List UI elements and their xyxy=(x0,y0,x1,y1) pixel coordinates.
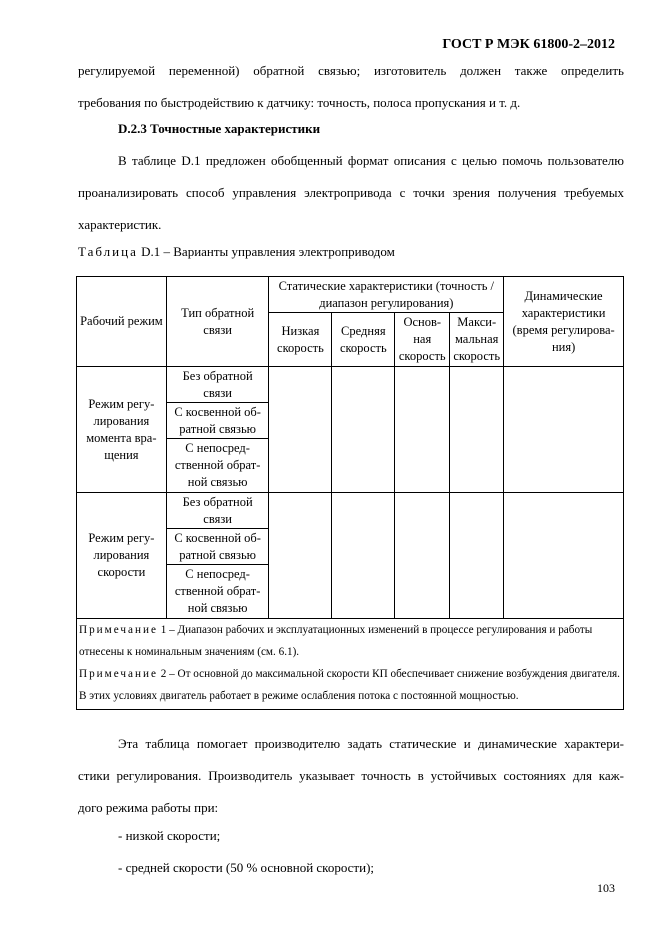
empty-cell xyxy=(395,493,450,619)
page-number: 103 xyxy=(597,881,615,895)
header-low-speed: Низкая скорость xyxy=(269,313,332,367)
intro-line-2: требования по быстродействию к датчику: точность, полоса пропускания и т. д. xyxy=(78,95,521,110)
feedback-none: Без обратной связи xyxy=(166,493,269,529)
list-item-1: - низкой скорости; xyxy=(118,828,221,843)
para2-line-2: стики регулирования. Производитель указывает точность в устойчивых состояниях для каж- xyxy=(78,768,624,783)
feedback-none: Без обратной связи xyxy=(166,367,269,403)
table-caption xyxy=(78,244,395,260)
para1-line-2: проанализировать способ управления электропривода с точки зрения получения требуемых xyxy=(78,185,624,200)
para2-line-3: дого режима работы при: xyxy=(78,800,219,815)
note-2-text: 2 – От основной до максимальной скорости КП обеспечивает снижение возбуждения двигателя. В этих условиях двигатель работает в режиме ослабления потока с постоянной мощностью. xyxy=(79,668,620,702)
note-2 xyxy=(79,663,621,707)
feedback-direct: С непосред-ственной обрат-ной связью xyxy=(166,565,269,619)
para1-line-3: характеристик. xyxy=(78,217,162,232)
header-dynamic: Динамические характеристики (время регулирова-ния) xyxy=(504,277,624,367)
note-1-text: 1 – Диапазон рабочих и эксплуатационных изменений в процессе регулирования и работы отнесены к номинальным значениям (см. 6.1). xyxy=(79,624,593,658)
para2-line-1: Эта таблица помогает производителю задать статические и динамические характери- xyxy=(118,736,624,751)
empty-cell xyxy=(504,493,624,619)
empty-cell xyxy=(332,493,395,619)
note-2-label: Примечание xyxy=(79,668,158,680)
note-1-label: Примечание xyxy=(79,624,158,636)
empty-cell xyxy=(332,367,395,493)
empty-cell xyxy=(504,367,624,493)
feedback-direct: С непосред-ственной обрат-ной связью xyxy=(166,439,269,493)
header-static: Статические характеристики (точность /диапазон регулирования) xyxy=(269,277,504,313)
empty-cell xyxy=(450,367,504,493)
table-notes xyxy=(77,619,624,710)
header-feedback: Тип обратной связи xyxy=(166,277,269,367)
list-item-2: - средней скорости (50 % основной скорости); xyxy=(118,860,375,875)
header-base-speed: Основ-ная скорость xyxy=(395,313,450,367)
document-header: ГОСТ Р МЭК 61800-2–2012 xyxy=(442,37,615,52)
header-mid-speed: Средняя скорость xyxy=(332,313,395,367)
feedback-indirect: С косвенной об-ратной связью xyxy=(166,403,269,439)
mode-torque: Режим регу-лирования момента вра-щения xyxy=(77,367,167,493)
section-title: D.2.3 Точностные характеристики xyxy=(118,121,321,136)
table-caption-label: Таблица xyxy=(78,244,138,259)
empty-cell xyxy=(269,367,332,493)
empty-cell xyxy=(269,493,332,619)
header-mode: Рабочий режим xyxy=(77,277,167,367)
intro-line-1: регулируемой переменной) обратной связью; изготовитель должен также определить xyxy=(78,63,624,78)
table-caption-text: D.1 – Варианты управления электроприводом xyxy=(141,244,395,259)
control-variants-table xyxy=(76,276,624,710)
empty-cell xyxy=(395,367,450,493)
feedback-indirect: С косвенной об-ратной связью xyxy=(166,529,269,565)
note-1 xyxy=(79,619,621,663)
mode-speed: Режим регу-лирования скорости xyxy=(77,493,167,619)
empty-cell xyxy=(450,493,504,619)
header-max-speed: Макси-мальная скорость xyxy=(450,313,504,367)
para1-line-1: В таблице D.1 предложен обобщенный формат описания с целью помочь пользователю xyxy=(118,153,624,168)
